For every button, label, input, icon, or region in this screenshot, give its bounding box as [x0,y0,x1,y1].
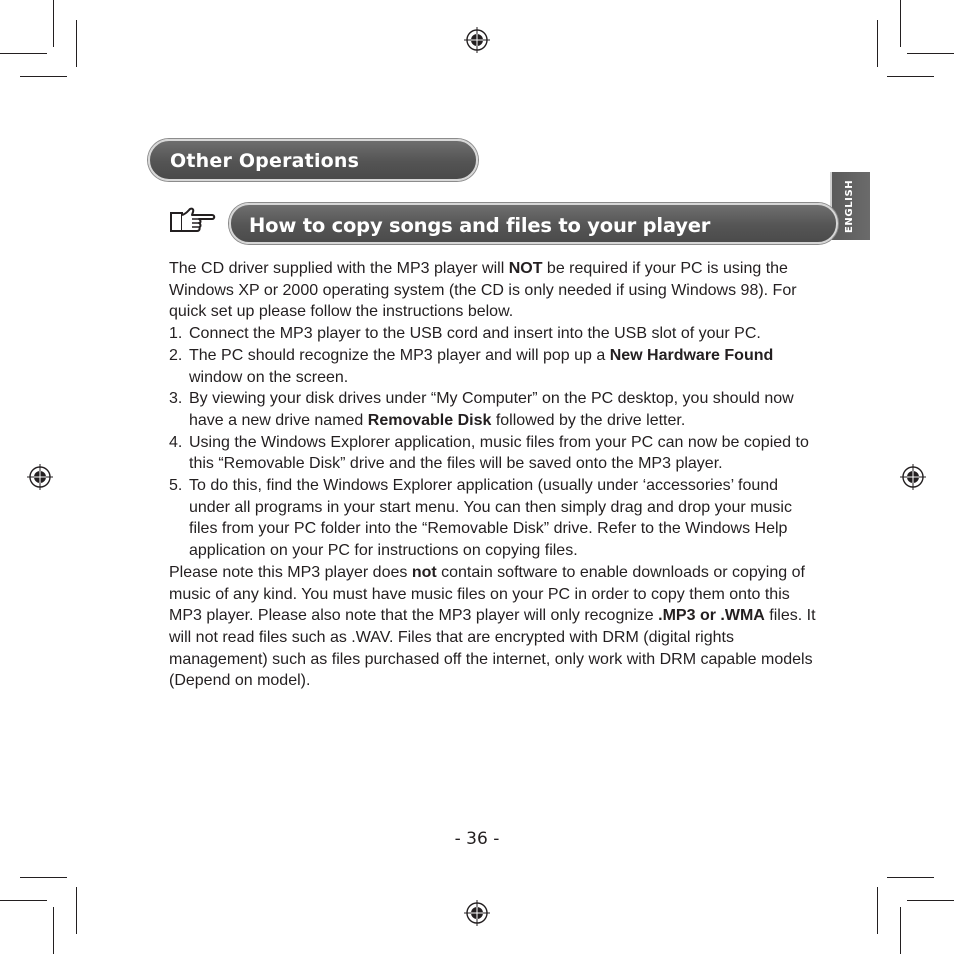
intro-text: be required if your PC is using the Windows XP or 2000 operating system (the CD is only needed if using Windows 98). For quick set up please follow the instructions below. [169,260,797,321]
intro-paragraph [169,258,819,323]
language-label: ENGLISH [844,179,855,233]
step-number: 4. [169,433,183,451]
intro-emphasis: NOT [508,260,543,277]
instructions-body [169,258,819,692]
registration-mark-icon [898,462,928,492]
note-emphasis: not [411,563,437,581]
crop-mark [907,53,954,54]
note-text: files. It will not read files such as .WAV. Files that are encrypted with DRM (digital rights management) such as files purchased off the internet, only work with DRM capable models (Depend on model). [169,607,816,690]
list-item [169,323,819,345]
list-item [169,345,819,388]
page-number: - 36 - [454,829,500,849]
note-paragraph [169,562,819,692]
note-text: Please note this MP3 player does [169,563,412,581]
crop-mark [20,76,67,77]
registration-mark-icon [462,25,492,55]
note-text: contain software to enable downloads or copying of music of any kind. You must have music files on your PC in order to copy them onto this MP3 player. Please also note that the MP3 player will only recognize [169,563,805,625]
crop-mark [76,20,77,67]
crop-mark [877,887,878,934]
intro-text: The CD driver supplied with the MP3 player will [169,260,509,277]
crop-mark [53,0,54,47]
step-number: 5. [169,477,183,495]
crop-mark [0,900,47,901]
crop-mark [907,900,954,901]
crop-mark [887,877,934,878]
list-item [169,475,819,562]
steps-list [169,323,819,562]
subsection-title: How to copy songs and files to your player [249,214,711,237]
crop-mark [0,53,47,54]
step-number: 1. [169,325,183,343]
crop-mark [76,887,77,934]
step-emphasis: New Hardware Found [609,346,774,364]
step-text: window on the screen. [189,368,349,386]
registration-mark-icon [25,462,55,492]
step-text: By viewing your disk drives under “My Computer” on the PC desktop, you should now have a new drive named [189,390,794,429]
note-emphasis: .MP3 or .WMA [658,607,765,625]
list-item [169,432,819,475]
crop-mark [877,20,878,67]
section-title: Other Operations [170,150,360,172]
crop-mark [20,877,67,878]
crop-mark [887,76,934,77]
step-text: The PC should recognize the MP3 player and will pop up a [189,346,610,364]
section-header [148,139,478,181]
step-number: 2. [169,346,183,364]
registration-mark-icon [462,898,492,928]
step-text: followed by the drive letter. [491,411,686,429]
list-item [169,388,819,431]
crop-mark [53,907,54,954]
crop-mark [900,0,901,47]
step-text: Connect the MP3 player to the USB cord and insert into the USB slot of your PC. [189,325,761,343]
step-text: To do this, find the Windows Explorer application (usually under ‘accessories’ found under all programs in your start menu. You can then simply drag and drop your music files from your PC folder into the “Removable Disk” drive. Refer to the Windows Help application on your PC for instructions on copying files. [189,477,792,560]
step-text: Using the Windows Explorer application, music files from your PC can now be copied to this “Removable Disk” drive and the files will be saved onto the MP3 player. [189,433,809,473]
subsection-header [229,203,838,244]
crop-mark [900,907,901,954]
step-number: 3. [169,390,183,408]
step-emphasis: Removable Disk [367,411,492,429]
pointing-hand-icon [168,205,216,237]
